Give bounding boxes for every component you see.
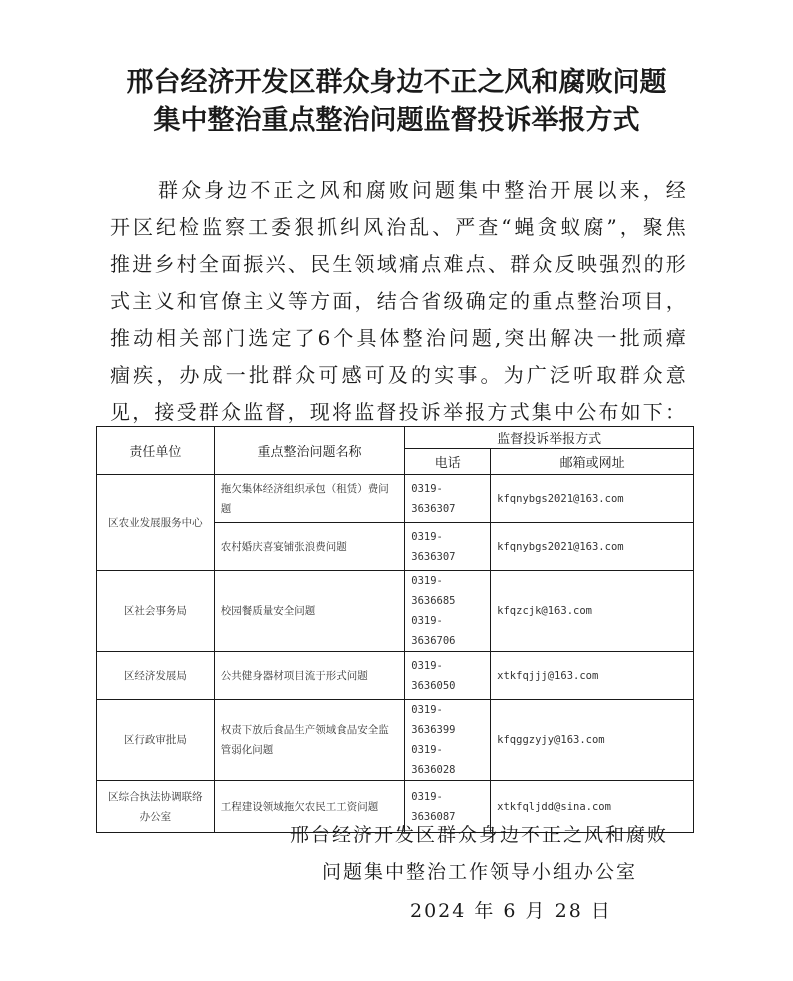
phone-cell bbox=[405, 700, 491, 781]
issue-cell: 拖欠集体经济组织承包（租赁）费问题 bbox=[214, 475, 405, 523]
unit-cell: 区社会事务局 bbox=[97, 571, 215, 652]
phone-number: 0319-3636399 bbox=[411, 704, 456, 736]
issue-cell: 校园餐质量安全问题 bbox=[214, 571, 405, 652]
header-phone: 电话 bbox=[405, 449, 491, 475]
phone-number: 0319-3636087 bbox=[411, 790, 456, 823]
table-row bbox=[97, 571, 694, 652]
header-unit: 责任单位 bbox=[97, 427, 215, 475]
phone-cell bbox=[405, 523, 491, 571]
intro-paragraph: 群众身边不正之风和腐败问题集中整治开展以来，经开区纪检监察工委狠抓纠风治乱、严查“蝇贪蚁腐”，聚焦推进乡村全面振兴、民生领域痛点难点、群众反映强烈的形式主义和官僚主义等方面，结合省级确定的重点整治项目，推动相关部门选定了6个具体整治问题,突出解决一批顽瘴痼疾，办成一批群众可感可及的实事。为广泛听取群众意见，接受群众监督，现将监督投诉举报方式集中公布如下： bbox=[110, 178, 688, 424]
header-email: 邮箱或网址 bbox=[491, 449, 694, 475]
table-row bbox=[97, 700, 694, 781]
phone-cell bbox=[405, 652, 491, 700]
email-cell: kfqnybgs2021@163.com bbox=[491, 523, 694, 571]
phone-number: 0319-3636050 bbox=[411, 659, 456, 692]
unit-cell: 区行政审批局 bbox=[97, 700, 215, 781]
issuer-line1: 邢台经济开发区群众身边不正之风和腐败 bbox=[290, 824, 669, 846]
issuer-line2: 问题集中整治工作领导小组办公室 bbox=[322, 861, 638, 883]
issue-date: 2024 年 6 月 28 日 bbox=[410, 900, 612, 922]
document-title-line1: 邢台经济开发区群众身边不正之风和腐败问题 bbox=[126, 67, 667, 98]
table-row bbox=[97, 475, 694, 523]
phone-number: 0319-3636706 bbox=[411, 615, 456, 647]
email-cell: xtkfqjjj@163.com bbox=[491, 652, 694, 700]
issue-cell: 工程建设领域拖欠农民工工资问题 bbox=[214, 781, 405, 833]
phone-number: 0319-3636028 bbox=[411, 744, 456, 776]
email-cell: kfqnybgs2021@163.com bbox=[491, 475, 694, 523]
issue-cell: 公共健身器材项目流于形式问题 bbox=[214, 652, 405, 700]
email-cell: kfqzcjk@163.com bbox=[491, 571, 694, 652]
document-title-line2: 集中整治重点整治问题监督投诉举报方式 bbox=[153, 105, 640, 136]
unit-cell: 区综合执法协调联络办公室 bbox=[97, 781, 215, 833]
issue-cell: 权责下放后食品生产领域食品安全监管弱化问题 bbox=[214, 700, 405, 781]
phone-number: 0319-3636307 bbox=[411, 482, 456, 515]
table-row bbox=[97, 652, 694, 700]
complaint-channels-table bbox=[96, 426, 694, 833]
phone-number: 0319-3636685 bbox=[411, 575, 456, 607]
header-channels: 监督投诉举报方式 bbox=[405, 427, 694, 449]
phone-number: 0319-3636307 bbox=[411, 530, 456, 563]
phone-cell bbox=[405, 571, 491, 652]
unit-cell: 区经济发展局 bbox=[97, 652, 215, 700]
email-cell: xtkfqljdd@sina.com bbox=[491, 781, 694, 833]
email-cell: kfqggzyjy@163.com bbox=[491, 700, 694, 781]
unit-cell: 区农业发展服务中心 bbox=[97, 475, 215, 571]
phone-cell bbox=[405, 475, 491, 523]
issue-cell: 农村婚庆喜宴铺张浪费问题 bbox=[214, 523, 405, 571]
header-issue: 重点整治问题名称 bbox=[214, 427, 405, 475]
